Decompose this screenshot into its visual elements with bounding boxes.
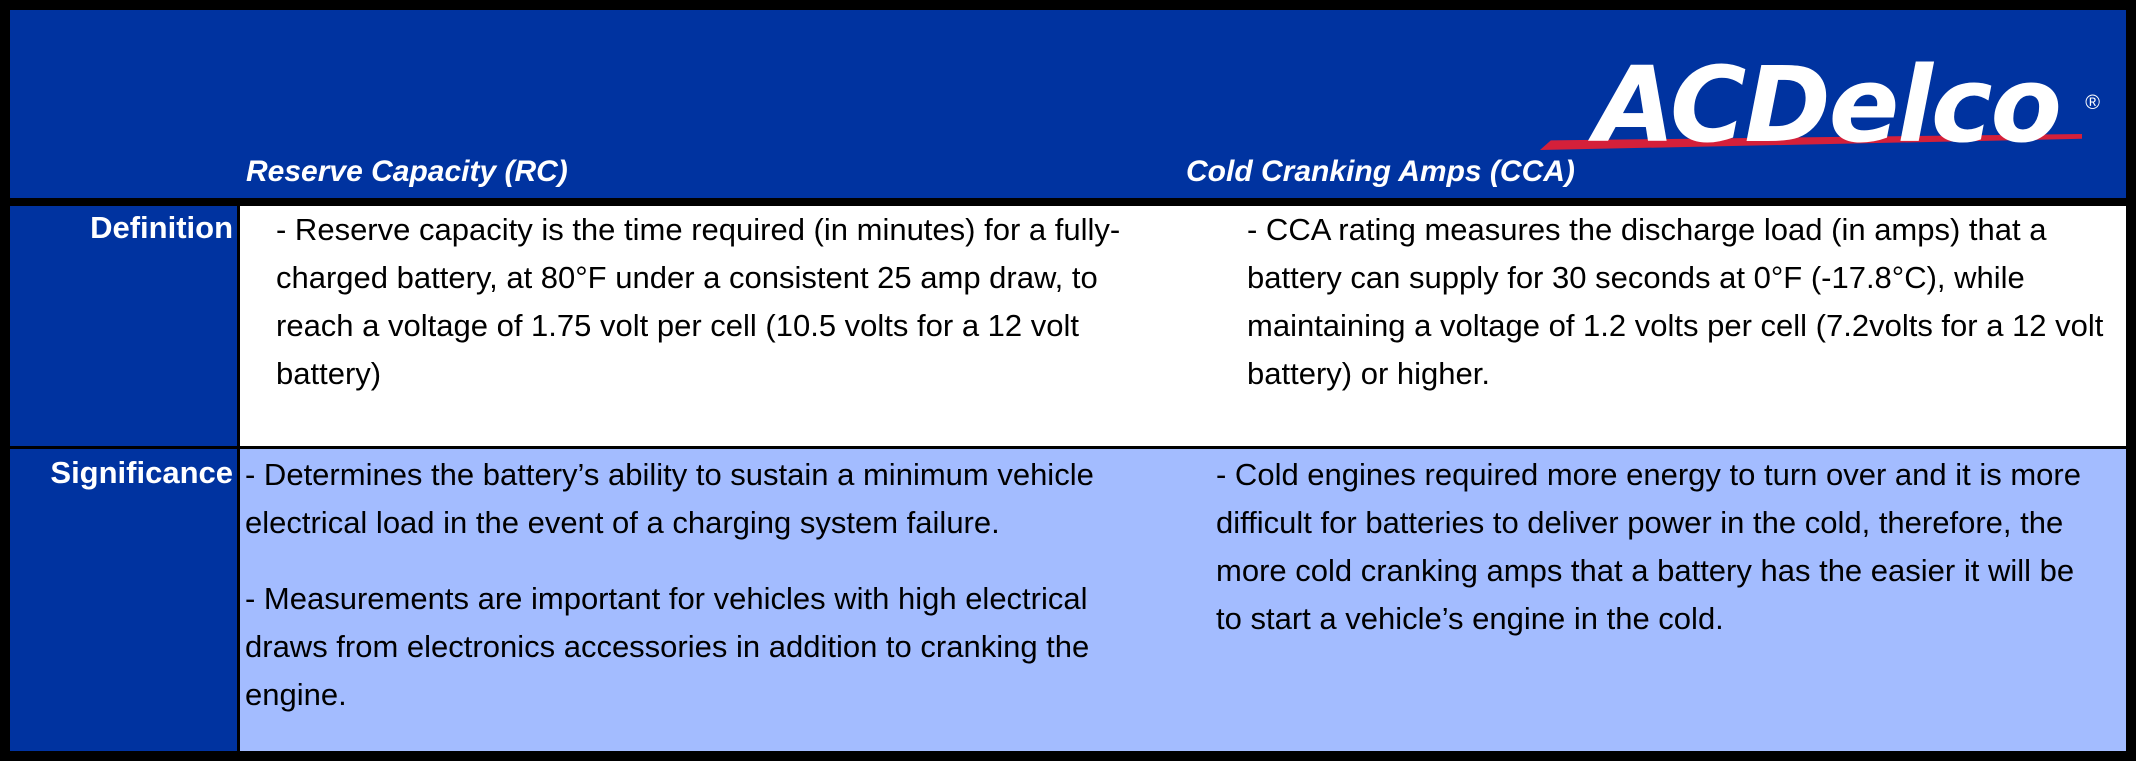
significance-rc-text-2: - Measurements are important for vehicles with high electrical draws from electronics accessories in addition to cranking the engine. [245, 581, 1090, 712]
definition-rc-text: - Reserve capacity is the time required (in minutes) for a fully-charged battery, at 80°F under a consistent 25 amp draw, to reach a voltage of 1.75 volt per cell (10.5 volts for a 12 volt battery) [276, 212, 1121, 391]
significance-cca-text: - Cold engines required more energy to turn over and it is more difficult for batteries to deliver power in the cold, therefore, the more cold cranking amps that a battery has the easier it will be to start a vehicle’s engine in the cold. [1216, 457, 2081, 636]
row-label-definition: Definition [90, 210, 233, 245]
significance-rc-text-1: - Determines the battery’s ability to sustain a minimum vehicle electrical load in the event of a charging system failure. [245, 457, 1094, 540]
acdelco-logo [1540, 30, 2100, 166]
significance-label-cell [10, 449, 237, 751]
column-header-cca: Cold Cranking Amps (CCA) [1186, 155, 1575, 188]
column-header-rc: Reserve Capacity (RC) [246, 155, 568, 188]
logo-text: ACDelco [1594, 44, 2060, 166]
definition-cca-text: - CCA rating measures the discharge load (in amps) that a battery can supply for 30 seconds at 0°F (-17.8°C), while maintaining a voltage of 1.2 volts per cell (7.2volts for a 12 volt battery) or higher. [1247, 212, 2104, 391]
registered-mark: ® [2085, 92, 2100, 114]
row-label-significance: Significance [50, 455, 233, 490]
